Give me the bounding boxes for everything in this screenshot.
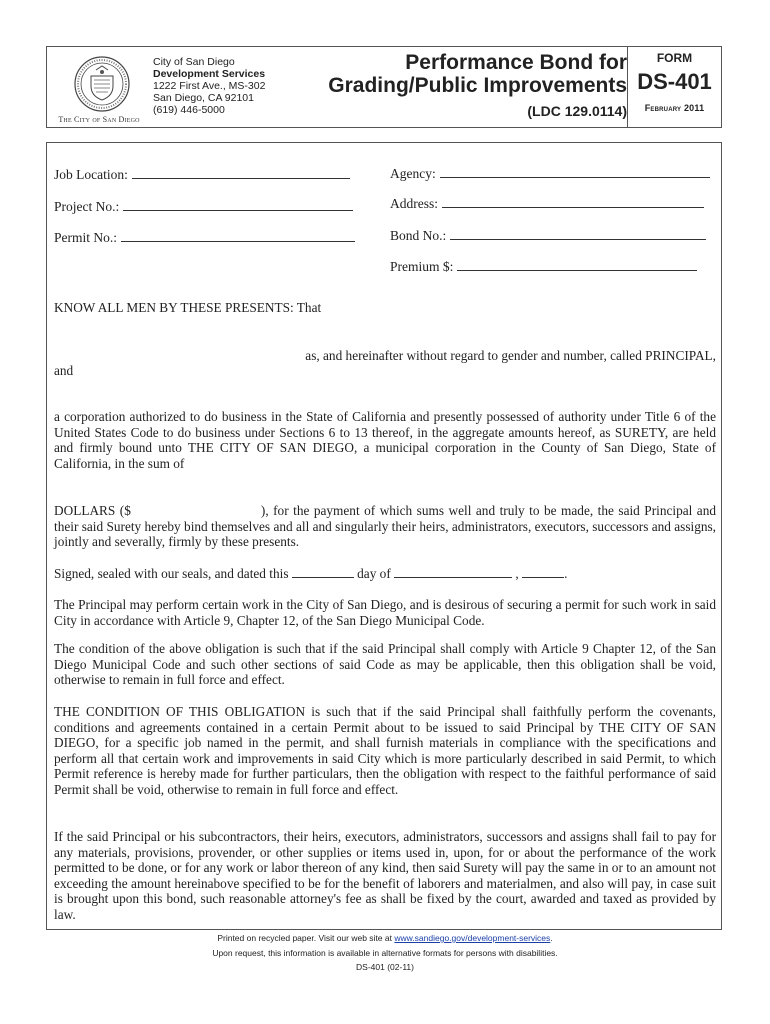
day-of-text: day of [357, 566, 391, 581]
form-body [46, 142, 722, 930]
permit-no-field [54, 229, 355, 246]
ldc-code: (LDC 129.0114) [527, 103, 627, 119]
period-text: . [564, 566, 568, 581]
department-address [153, 56, 265, 116]
know-all-men-paragraph: KNOW ALL MEN BY THESE PRESENTS: That [54, 300, 322, 315]
bond-no-field [390, 227, 706, 244]
and-text: and [54, 363, 74, 378]
form-title-line-1: Performance Bond for [405, 51, 627, 74]
footer-form-code: DS-401 (02-11) [356, 962, 414, 972]
address-line-1: City of San Diego [153, 56, 235, 68]
subcontractors-paragraph: If the said Principal or his subcontractors, their heirs, executors, administrators, successors and assigns shall fail to pay for any materials, provisions, provender, or other supplies or items used in, upon, for or about the performance of the work permitted to be done, or for any work or labor thereon of any kind, then said Surety will pay the same in or to an amount not exceeding the amount hereinabove specified to be for the benefit of laborers and materialmen, and also will pay, in case suit is brought upon this bond, such reasonable attorney's fee as shall be fixed by the court, awarded and taxed as provided by law. [54, 829, 716, 922]
form-label: FORM [656, 51, 693, 65]
dollars-paragraph [54, 503, 716, 550]
form-header [46, 46, 722, 128]
website-link[interactable]: www.sandiego.gov/development-services [394, 933, 551, 943]
job-location-label: Job Location: [54, 167, 128, 182]
bond-no-input[interactable] [450, 227, 706, 240]
form-title-line-2: Grading/Public Improvements [328, 74, 627, 97]
form-number: DS-401 [637, 69, 712, 94]
permit-no-label: Permit No.: [54, 230, 117, 245]
city-seal-icon [74, 56, 130, 112]
address-line-5: (619) 446-5000 [153, 104, 225, 116]
principal-paragraph: as, and hereinafter without regard to gender and number, called PRINCIPAL, [305, 348, 716, 363]
signed-text: Signed, sealed with our seals, and dated this [54, 566, 289, 581]
permit-no-input[interactable] [121, 229, 355, 242]
bond-no-label: Bond No.: [390, 228, 447, 243]
project-no-field [54, 198, 353, 215]
address-label: Address: [390, 196, 438, 211]
footer-line-2: Upon request, this information is available in alternative formats for persons with disabilities. [212, 948, 558, 958]
surety-paragraph: a corporation authorized to do business in the State of California and presently possessed of authority under Title 6 of the United States Code to do business under Sections 6 to 13 thereof, in the aggregate amounts hereof, as SURETY, are held and firmly bound unto THE CITY OF SAN DIEGO, a municipal corporation in the County of San Diego, State of California, in the sum of [54, 409, 716, 471]
form-number-box [627, 47, 721, 127]
month-input[interactable] [394, 566, 512, 578]
dollars-rest: ), for the payment of which sums well and truly to be made, the said Principal and their said Surety hereby bind themselves and all and singularly their heirs, administrators, executors, successors and assigns, jointly and severally, firmly by these presents. [54, 503, 716, 550]
project-no-input[interactable] [123, 198, 353, 211]
day-input[interactable] [292, 566, 354, 578]
form-title-block [297, 51, 627, 119]
address-input[interactable] [442, 195, 704, 208]
comma-text: , [515, 566, 519, 581]
footer-period: . [550, 933, 553, 943]
agency-label: Agency: [390, 166, 436, 181]
signed-dated-line [54, 566, 716, 582]
project-no-label: Project No.: [54, 199, 120, 214]
premium-field [390, 258, 697, 275]
job-location-field [54, 166, 350, 183]
job-location-input[interactable] [132, 166, 350, 179]
footer-line-1 [0, 933, 770, 943]
address-line-2: Development Services [153, 68, 266, 80]
premium-label: Premium $: [390, 259, 454, 274]
agency-input[interactable] [440, 165, 710, 178]
form-date: February 2011 [644, 103, 705, 113]
address-field [390, 195, 704, 212]
city-caption: The City of San Diego [58, 115, 140, 124]
dollars-label: DOLLARS ($ [54, 503, 131, 518]
seal-area [47, 47, 150, 127]
footer-recycled-text: Printed on recycled paper. Visit our web site at [217, 933, 392, 943]
agency-field [390, 165, 710, 182]
premium-input[interactable] [457, 258, 697, 271]
condition-paragraph: The condition of the above obligation is such that if the said Principal shall comply with Article 9 Chapter 12, of the San Diego Municipal Code and such other sections of said Code as may be applicable, then this obligation shall be void, otherwise to remain in full force and effect. [54, 641, 716, 688]
address-line-4: San Diego, CA 92101 [153, 92, 254, 104]
condition-obligation-paragraph: THE CONDITION OF THIS OBLIGATION is such that if the said Principal shall faithfully perform the covenants, conditions and agreements contained in a certain Permit about to be issued to said Principal by THE CITY OF SAN DIEGO, for a specific job named in the permit, and shall furnish materials in compliance with the specifications and perform all that certain work and improvements in said City which is more particularly described in said Permit, to which Permit reference is hereby made for further particulars, then the obligation with respect to the faithful performance of said Permit shall be void, otherwise to remain in full force and effect. [54, 704, 716, 797]
year-input[interactable] [522, 566, 564, 578]
principal-work-paragraph: The Principal may perform certain work in the City of San Diego, and is desirous of securing a permit for such work in said City in accordance with Article 9, Chapter 12, of the San Diego Municipal Code. [54, 597, 716, 628]
address-line-3: 1222 First Ave., MS-302 [153, 80, 266, 92]
